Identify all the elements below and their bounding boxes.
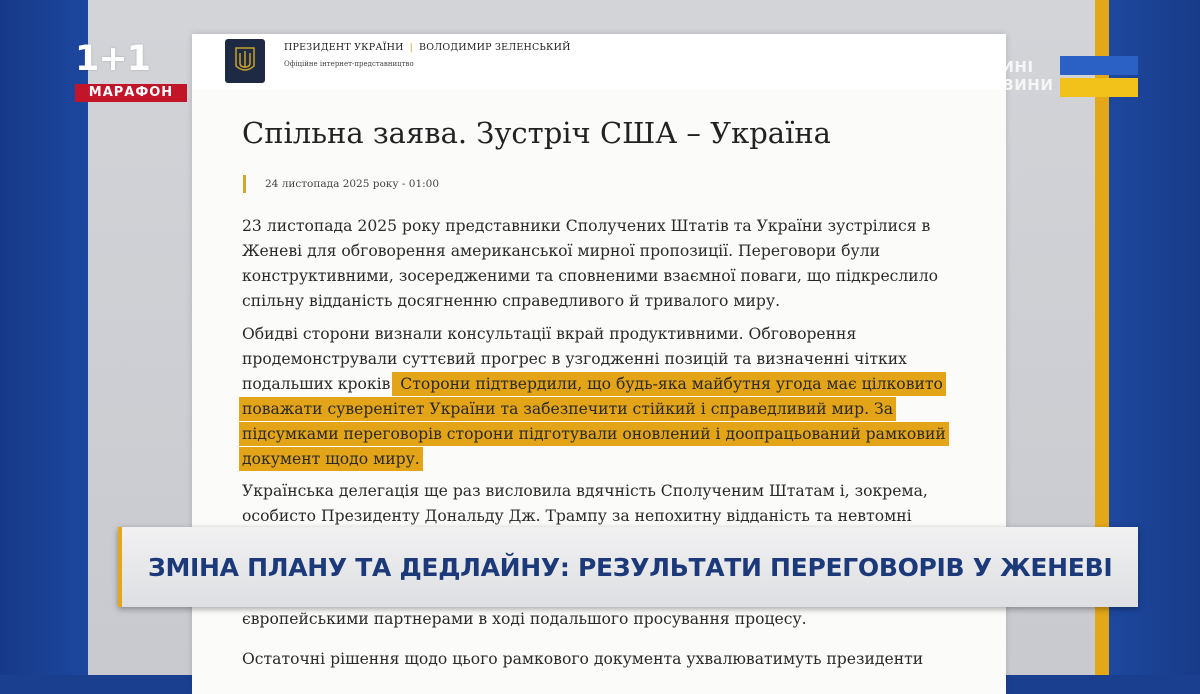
paragraph-line: європейськими партнерами в ході подальшого просування процесу. (242, 610, 807, 628)
news-badge-line-1: ЄДИНІ (976, 58, 1034, 76)
flag-blue-band (1060, 56, 1138, 75)
paragraph-line: Обидві сторони визнали консультації вкрай продуктивними. Обговорення (242, 325, 857, 343)
paragraph-line (242, 397, 962, 422)
article-title: Спільна заява. Зустріч США – Україна (242, 116, 831, 150)
site-subtitle: Офіційне інтернет-представництво (284, 60, 414, 68)
site-name-person: ВОЛОДИМИР ЗЕЛЕНСЬКИЙ (419, 42, 571, 53)
highlighted-text: документ щодо миру. (242, 450, 420, 468)
channel-tag: МАРАФОН (75, 84, 187, 102)
lower-third-headline: ЗМІНА ПЛАНУ ТА ДЕДЛАЙНУ: РЕЗУЛЬТАТИ ПЕРЕГОВОРІВ У ЖЕНЕВІ (148, 552, 1113, 582)
highlighted-text: підсумками переговорів сторони підготували оновлений і доопрацьований рамковий (242, 425, 946, 443)
site-name-president: ПРЕЗИДЕНТ УКРАЇНИ (284, 42, 404, 53)
highlighted-text: Сторони підтвердили, що будь-яка майбутня угода має цілковито (395, 375, 943, 393)
channel-logo: 1+1 (75, 39, 151, 79)
paragraph-line: Женеві для обговорення американської мирної пропозиції. Переговори були (242, 242, 881, 260)
paragraph-line: Українська делегація ще раз висловила вдячність Сполученим Штатам і, зокрема, (242, 482, 928, 500)
news-badge-line-2: НОВИНИ (976, 76, 1054, 94)
article-paragraph-2 (242, 322, 962, 472)
highlighted-text: поважати суверенітет України та забезпечити стійкий і справедливий мир. За (242, 400, 893, 418)
article-paragraph-5 (242, 647, 962, 672)
article-paragraph-4 (242, 607, 962, 632)
paragraph-line (242, 422, 962, 447)
paragraph-line: конструктивними, зосередженими та сповненими взаємної поваги, що підкреслило (242, 267, 938, 285)
paragraph-text: подальших кроків. (242, 375, 396, 393)
paragraph-line: 23 листопада 2025 року представники Сполучених Штатів та України зустрілися в (242, 217, 931, 235)
paragraph-line (242, 372, 962, 397)
article-date: 24 листопада 2025 року - 01:00 (265, 178, 440, 190)
paragraph-line: особисто Президенту Дональду Дж. Трампу за непохитну відданість та невтомні (242, 507, 912, 525)
trident-emblem-icon (225, 39, 265, 83)
paragraph-line: спільну відданість досягненню справедливого й тривалого миру. (242, 292, 781, 310)
news-badge (976, 58, 1053, 94)
flag-yellow-band (1060, 78, 1138, 97)
lower-third-accent (118, 527, 122, 607)
date-accent-bar (243, 175, 246, 193)
article-paragraph-1 (242, 214, 962, 314)
paragraph-line: Остаточні рішення щодо цього рамкового документа ухвалюватимуть президенти (242, 650, 924, 668)
site-name-separator: | (409, 42, 414, 53)
paragraph-line (242, 447, 962, 472)
paragraph-line: продемонстрували суттєвий прогрес в узгодженні позицій та визначенні чітких (242, 350, 907, 368)
site-name[interactable] (284, 42, 571, 53)
lower-third-banner (118, 527, 1138, 607)
article-paragraph-3 (242, 479, 962, 529)
site-header (192, 34, 1006, 90)
